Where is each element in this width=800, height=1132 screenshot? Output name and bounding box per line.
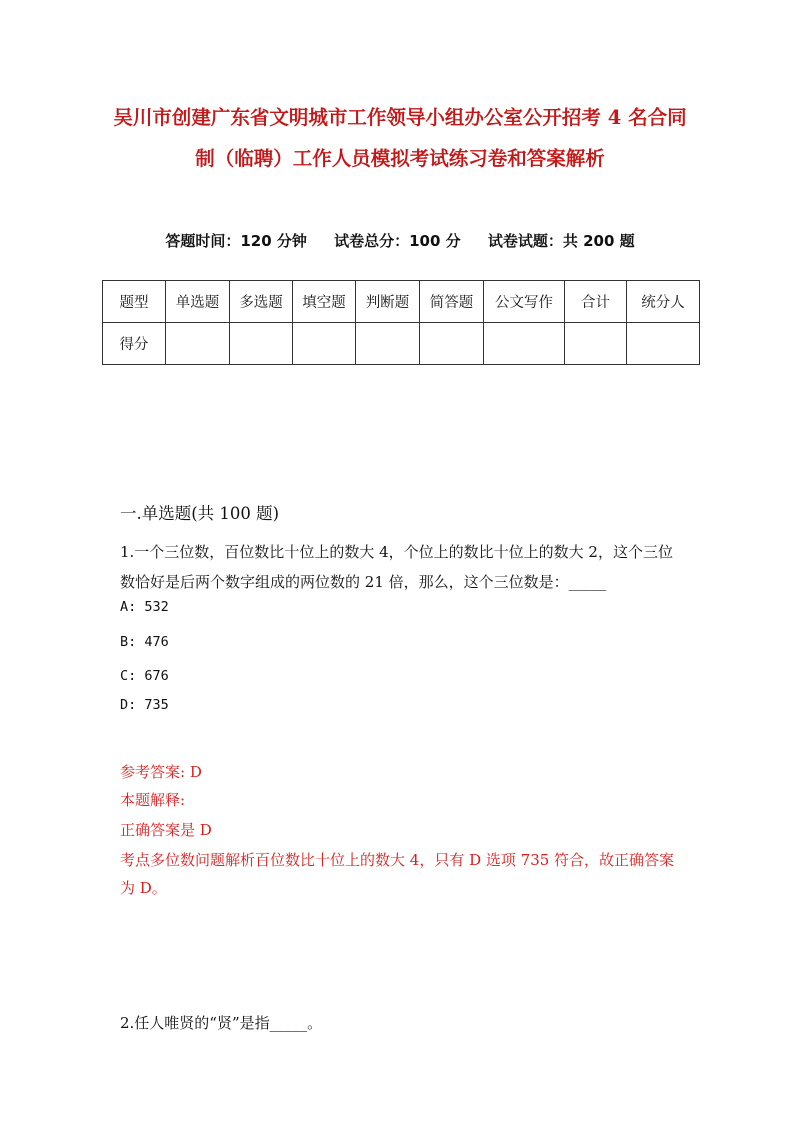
score-table-header: 多选题 [230,281,293,323]
question-1-option-b: B: 476 [120,634,169,650]
question-1-text: 1.一个三位数，百位数比十位上的数大 4，个位上的数比十位上的数大 2，这个三位数恰好是后两个数字组成的两位数的 21 倍，那么，这个三位数是：_____ [120,543,673,591]
question-1-option-d: D: 735 [120,697,169,713]
score-table-header: 判断题 [356,281,420,323]
question-2-text: 2.任人唯贤的“贤”是指_____。 [120,1014,323,1032]
score-cell [484,323,565,365]
score-table [102,280,700,365]
score-cell [293,323,356,365]
score-table-header: 题型 [103,281,166,323]
section-heading-single-choice: 一.单选题(共 100 题) [120,504,280,523]
question-1-reference-answer: 参考答案: D [120,763,202,781]
exam-total-score: 试卷总分：100 分 [334,232,461,250]
question-1-explanation: 考点多位数问题解析百位数比十位上的数大 4，只有 D 选项 735 符合，故正确答案为 D。 [120,851,675,897]
exam-time: 答题时间：120 分钟 [165,232,307,250]
score-cell [166,323,230,365]
question-1-explanation-label: 本题解释: [120,791,186,809]
exam-total-questions: 试卷试题：共 200 题 [487,232,635,250]
score-cell [627,323,700,365]
score-table-header: 合计 [565,281,627,323]
question-1-option-a: A: 532 [120,599,169,615]
score-table-header: 填空题 [293,281,356,323]
score-table-header: 单选题 [166,281,230,323]
question-1-option-c: C: 676 [120,668,169,684]
score-cell [356,323,420,365]
question-1-correct-answer: 正确答案是 D [120,821,212,839]
exam-meta [100,230,700,251]
score-table-header-row [103,281,700,323]
score-table-header: 统分人 [627,281,700,323]
score-table-header: 简答题 [420,281,484,323]
score-table-score-row [103,323,700,365]
document-title-line-2: 制（临聘）工作人员模拟考试练习卷和答案解析 [195,147,605,170]
score-row-label: 得分 [103,323,166,365]
score-cell [565,323,627,365]
document-title-line-1: 吴川市创建广东省文明城市工作领导小组办公室公开招考 4 名合同 [113,106,687,129]
score-table-header: 公文写作 [484,281,565,323]
score-cell [420,323,484,365]
score-cell [230,323,293,365]
